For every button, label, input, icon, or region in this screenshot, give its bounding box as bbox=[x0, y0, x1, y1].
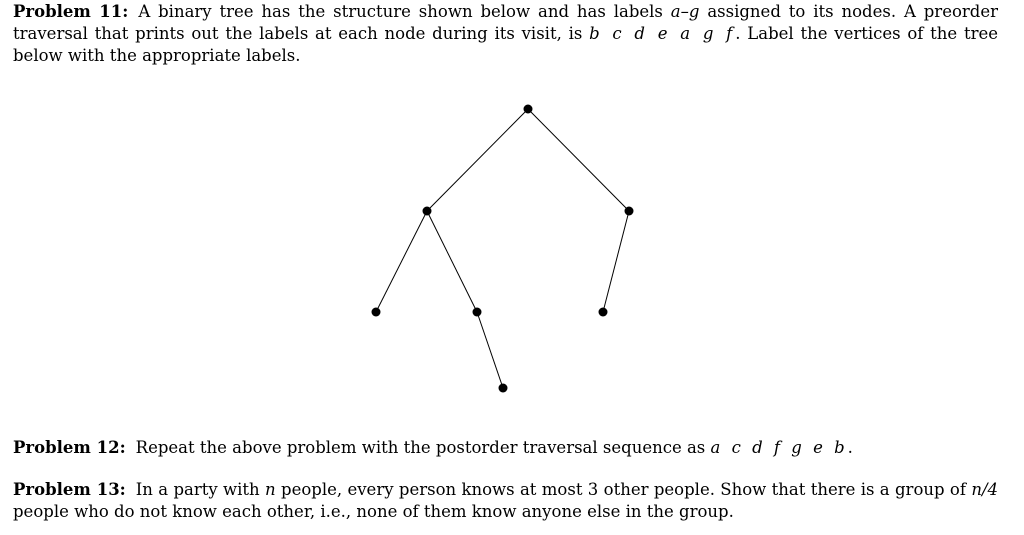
edge-left-leftleft bbox=[376, 211, 427, 312]
problem-12-postorder-sequence: a c d f g e b bbox=[710, 438, 848, 457]
problem-12-label: Problem 12: bbox=[13, 438, 126, 457]
problem-12-text-1: Repeat the above problem with the postorder traversal sequence as bbox=[135, 438, 711, 457]
problem-11-text-1: A binary tree has the structure shown below and has labels bbox=[138, 2, 671, 21]
tree-node-right bbox=[625, 207, 634, 216]
tree-node-root bbox=[524, 105, 533, 114]
problem-13-text-2: people, every person knows at most 3 other people. Show that there is a group of bbox=[275, 480, 972, 499]
problem-13 bbox=[13, 479, 998, 523]
tree-node-left-right bbox=[473, 308, 482, 317]
problem-11-labels-range: a–g bbox=[670, 2, 700, 21]
edge-left-leftright bbox=[427, 211, 477, 312]
problem-11-text-3: . Label the vertices of the tree below with the appropriate labels. bbox=[13, 24, 998, 65]
problem-11-preorder-sequence: b c d e a g f bbox=[589, 24, 736, 43]
problem-13-text-3: people who do not know each other, i.e., none of them know anyone else in the group. bbox=[13, 502, 734, 521]
tree-node-left-right-right bbox=[499, 384, 508, 393]
problem-13-expr: n/4 bbox=[971, 480, 998, 499]
problem-12 bbox=[13, 437, 998, 459]
edge-leftright-leftrightright bbox=[477, 312, 503, 388]
problem-13-var-n: n bbox=[265, 480, 276, 499]
problem-11-text-2: assigned to its nodes. A preorder traversal that prints out the labels at each node during its visit, is bbox=[13, 2, 998, 43]
problem-13-text-1: In a party with bbox=[135, 480, 266, 499]
edge-root-right bbox=[528, 109, 629, 211]
problem-11-label: Problem 11: bbox=[13, 2, 129, 21]
tree-node-left-left bbox=[372, 308, 381, 317]
edge-right-rightleft bbox=[603, 211, 629, 312]
tree-node-left bbox=[423, 207, 432, 216]
problem-12-text-2: . bbox=[847, 438, 853, 457]
edge-root-left bbox=[427, 109, 528, 211]
problem-13-label: Problem 13: bbox=[13, 480, 126, 499]
tree-node-right-left bbox=[599, 308, 608, 317]
